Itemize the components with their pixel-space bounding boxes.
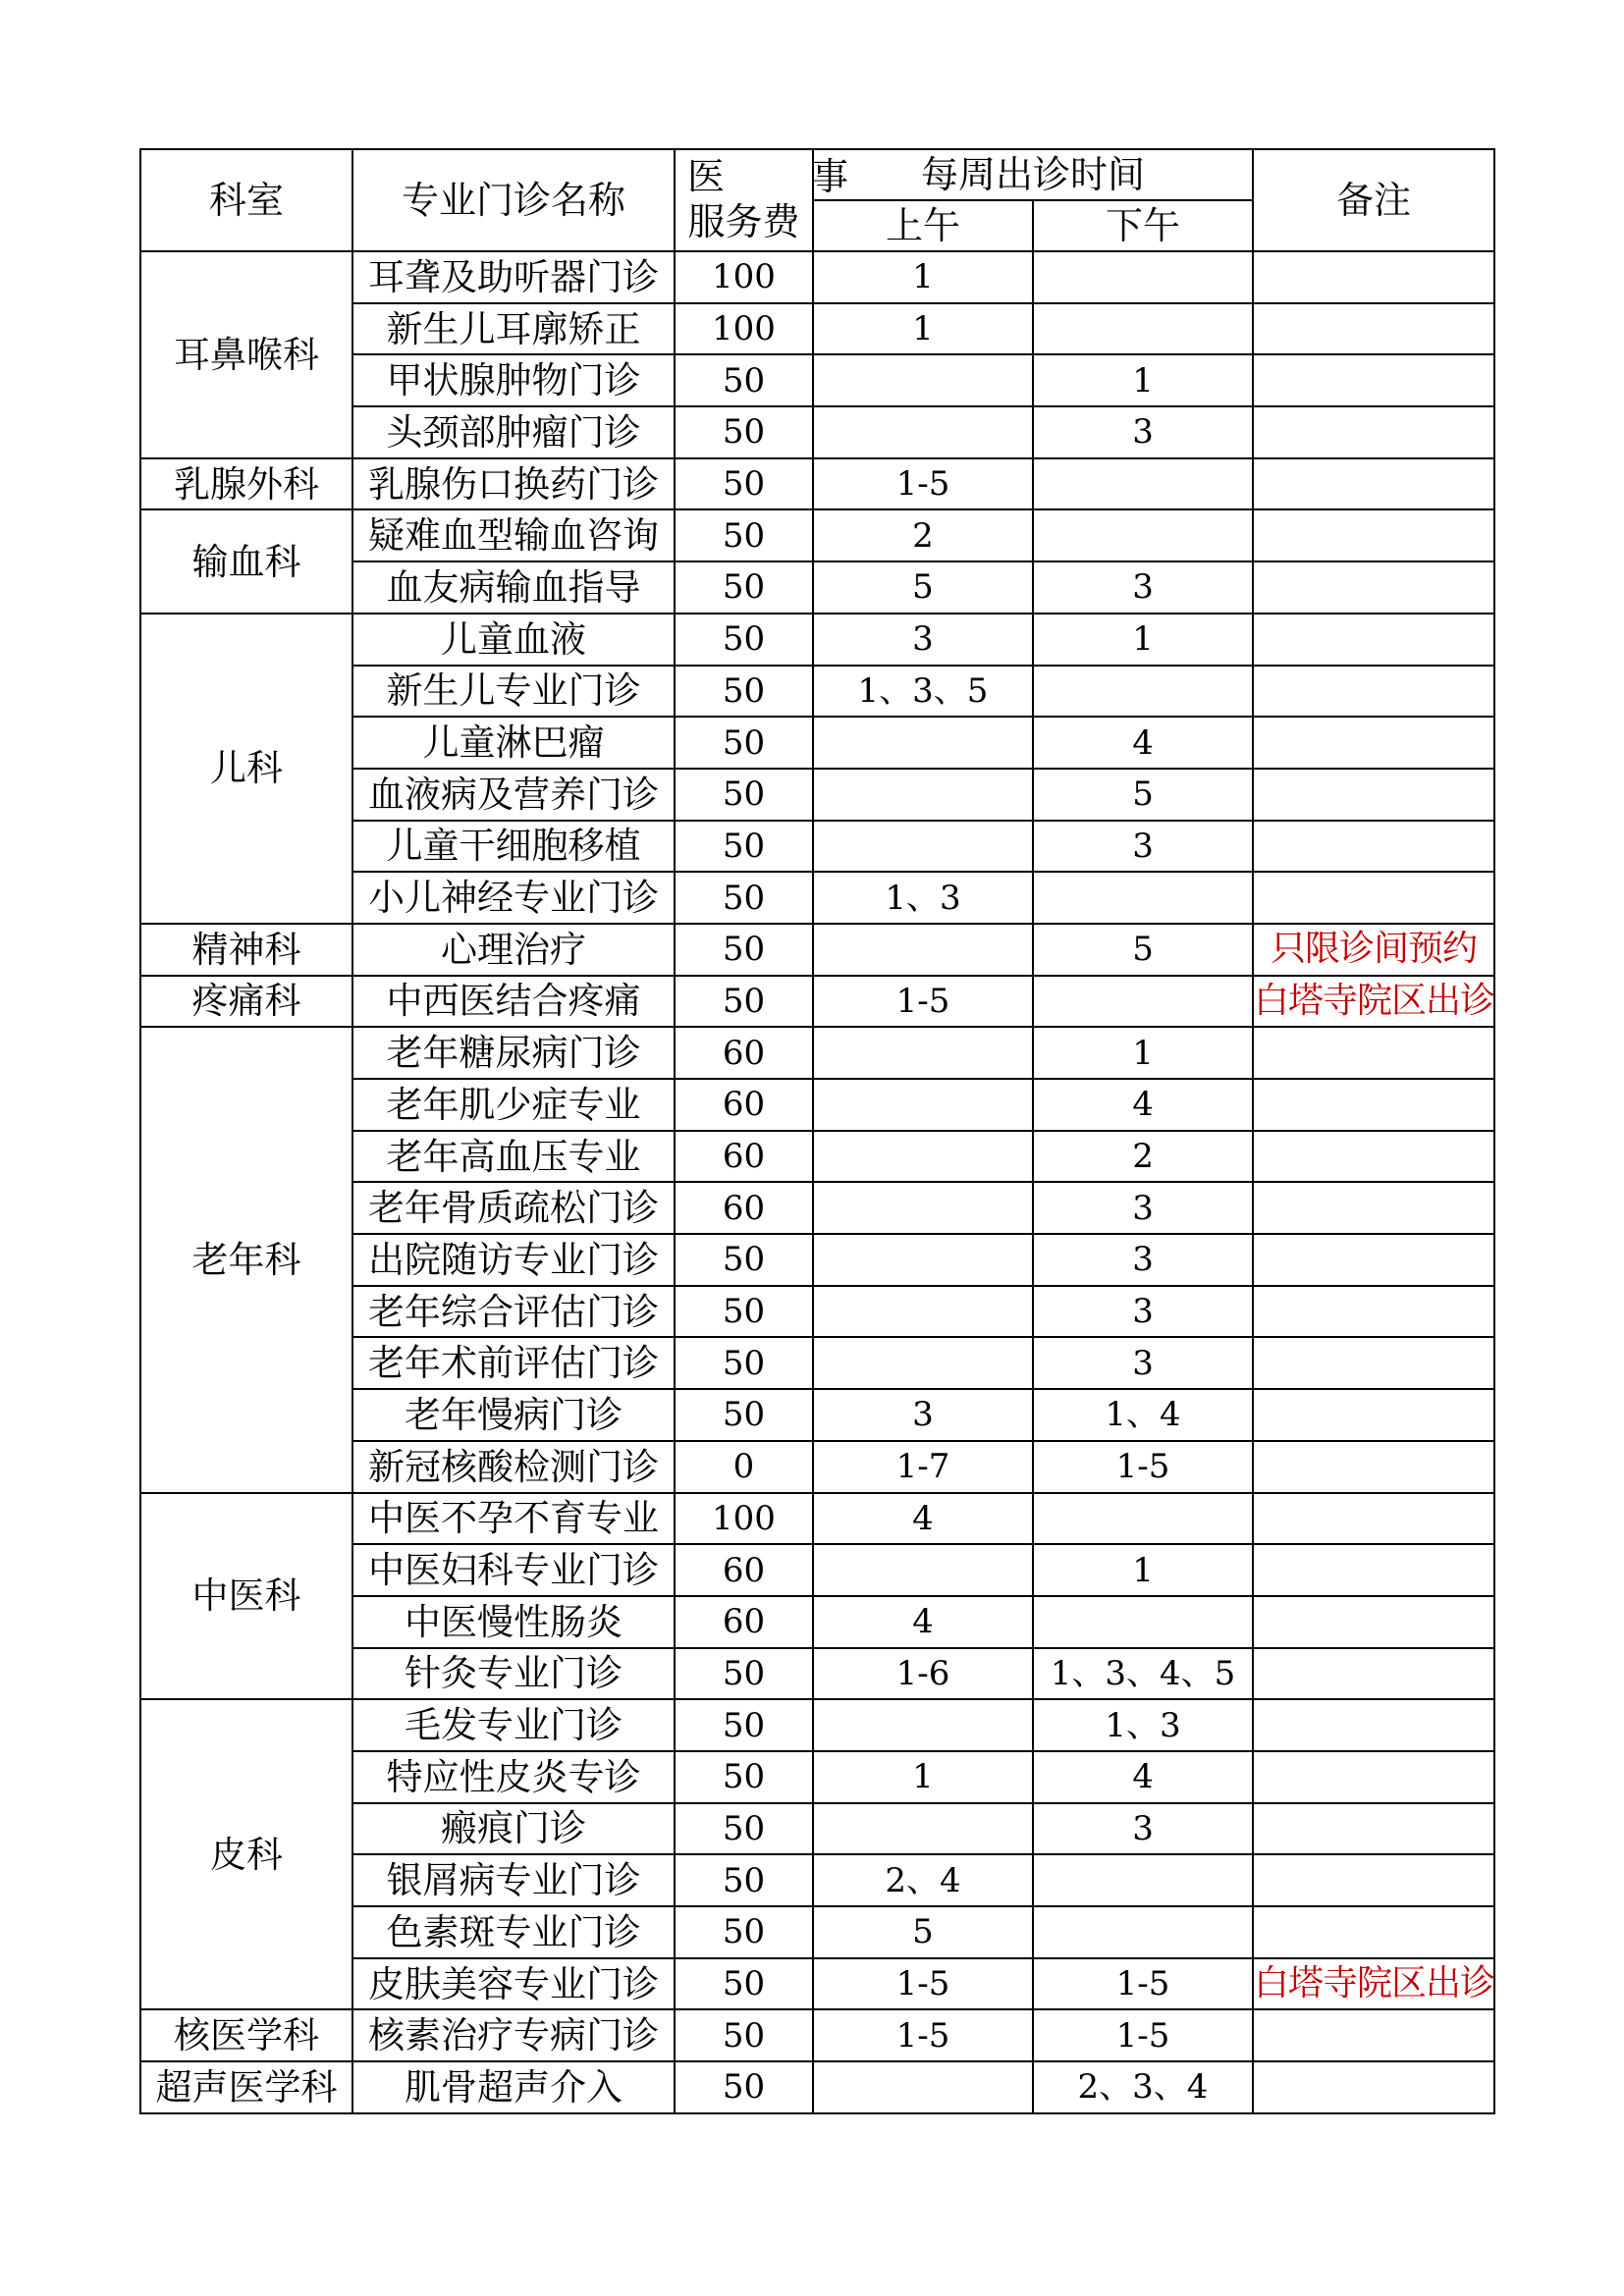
fee-cell: 100 (675, 1493, 813, 1545)
clinic-name-cell: 小儿神经专业门诊 (352, 872, 675, 924)
note-cell (1253, 509, 1494, 561)
afternoon-cell: 2 (1033, 1131, 1253, 1183)
note-cell (1253, 1027, 1494, 1079)
note-cell (1253, 303, 1494, 355)
morning-cell (813, 1234, 1033, 1286)
note-cell (1253, 2061, 1494, 2113)
note-cell (1253, 2009, 1494, 2061)
morning-cell (813, 924, 1033, 976)
clinic-name-cell: 毛发专业门诊 (352, 1699, 675, 1751)
clinic-name-cell: 儿童淋巴瘤 (352, 717, 675, 769)
dept-cell: 精神科 (140, 924, 352, 976)
dept-cell: 耳鼻喉科 (140, 251, 352, 458)
fee-cell: 50 (675, 769, 813, 821)
fee-cell: 50 (675, 1958, 813, 2010)
header-afternoon: 下午 (1033, 200, 1253, 251)
clinic-name-cell: 老年糖尿病门诊 (352, 1027, 675, 1079)
afternoon-cell (1033, 303, 1253, 355)
afternoon-cell: 3 (1033, 1286, 1253, 1338)
note-cell: 白塔寺院区出诊 (1253, 1958, 1494, 2010)
header-fee-line1: 医 事 (687, 155, 887, 199)
fee-cell: 50 (675, 1906, 813, 1958)
table-row (140, 458, 1494, 510)
morning-cell (813, 2061, 1033, 2113)
afternoon-cell: 3 (1033, 561, 1253, 614)
dept-cell: 儿科 (140, 614, 352, 924)
fee-cell: 50 (675, 614, 813, 666)
note-cell: 只限诊间预约 (1253, 924, 1494, 976)
morning-cell: 1-6 (813, 1648, 1033, 1700)
clinic-name-cell: 核素治疗专病门诊 (352, 2009, 675, 2061)
fee-cell: 50 (675, 1648, 813, 1700)
dept-cell: 皮科 (140, 1699, 352, 2009)
fee-cell: 60 (675, 1596, 813, 1648)
note-cell (1253, 1493, 1494, 1545)
morning-cell (813, 1803, 1033, 1855)
clinic-name-cell: 老年高血压专业 (352, 1131, 675, 1183)
clinic-name-cell: 新生儿耳廓矫正 (352, 303, 675, 355)
table-row (140, 2061, 1494, 2113)
fee-cell: 50 (675, 872, 813, 924)
fee-cell: 50 (675, 821, 813, 873)
clinic-name-cell: 特应性皮炎专诊 (352, 1751, 675, 1803)
dept-cell: 核医学科 (140, 2009, 352, 2061)
note-cell (1253, 1596, 1494, 1648)
clinic-name-cell: 儿童血液 (352, 614, 675, 666)
clinic-name-cell: 中医妇科专业门诊 (352, 1544, 675, 1596)
clinic-name-cell: 老年肌少症专业 (352, 1079, 675, 1131)
note-cell (1253, 1337, 1494, 1389)
morning-cell: 1-5 (813, 1958, 1033, 2010)
morning-cell: 1-5 (813, 2009, 1033, 2061)
clinic-name-cell: 血友病输血指导 (352, 561, 675, 614)
afternoon-cell (1033, 976, 1253, 1028)
clinic-name-cell: 新冠核酸检测门诊 (352, 1441, 675, 1493)
afternoon-cell: 1、4 (1033, 1389, 1253, 1441)
clinic-name-cell: 老年综合评估门诊 (352, 1286, 675, 1338)
header-fee (675, 149, 887, 251)
afternoon-cell: 3 (1033, 821, 1253, 873)
clinic-name-cell: 老年术前评估门诊 (352, 1337, 675, 1389)
morning-cell: 2 (813, 509, 1033, 561)
note-cell (1253, 561, 1494, 614)
table-body (140, 251, 1494, 2113)
morning-cell (813, 406, 1033, 458)
note-cell (1253, 1699, 1494, 1751)
afternoon-cell: 2、3、4 (1033, 2061, 1253, 2113)
note-cell: 白塔寺院区出诊 (1253, 976, 1494, 1028)
morning-cell (813, 1182, 1033, 1234)
afternoon-cell: 4 (1033, 1079, 1253, 1131)
morning-cell: 4 (813, 1493, 1033, 1545)
afternoon-cell: 3 (1033, 1182, 1253, 1234)
morning-cell: 4 (813, 1596, 1033, 1648)
fee-cell: 60 (675, 1027, 813, 1079)
clinic-name-cell: 儿童干细胞移植 (352, 821, 675, 873)
note-cell (1253, 1182, 1494, 1234)
clinic-name-cell: 银屑病专业门诊 (352, 1854, 675, 1906)
afternoon-cell: 3 (1033, 1803, 1253, 1855)
clinic-schedule-table (139, 148, 1495, 2114)
afternoon-cell: 3 (1033, 1337, 1253, 1389)
fee-cell: 50 (675, 406, 813, 458)
clinic-name-cell: 老年慢病门诊 (352, 1389, 675, 1441)
morning-cell (813, 717, 1033, 769)
afternoon-cell (1033, 1906, 1253, 1958)
table-row (140, 614, 1494, 666)
table-row (140, 1699, 1494, 1751)
clinic-name-cell: 心理治疗 (352, 924, 675, 976)
afternoon-cell: 1 (1033, 1544, 1253, 1596)
morning-cell: 1、3、5 (813, 666, 1033, 718)
clinic-name-cell: 头颈部肿瘤门诊 (352, 406, 675, 458)
note-cell (1253, 406, 1494, 458)
clinic-name-cell: 耳聋及助听器门诊 (352, 251, 675, 303)
dept-cell: 疼痛科 (140, 976, 352, 1028)
afternoon-cell: 1-5 (1033, 1958, 1253, 2010)
afternoon-cell: 1 (1033, 1027, 1253, 1079)
afternoon-cell: 3 (1033, 406, 1253, 458)
afternoon-cell: 1、3 (1033, 1699, 1253, 1751)
clinic-name-cell: 甲状腺肿物门诊 (352, 354, 675, 406)
afternoon-cell: 1-5 (1033, 1441, 1253, 1493)
fee-cell: 50 (675, 1854, 813, 1906)
afternoon-cell (1033, 251, 1253, 303)
fee-cell: 50 (675, 717, 813, 769)
fee-cell: 50 (675, 666, 813, 718)
table-row (140, 2009, 1494, 2061)
clinic-name-cell: 针灸专业门诊 (352, 1648, 675, 1700)
clinic-name-cell: 乳腺伤口换药门诊 (352, 458, 675, 510)
fee-cell: 60 (675, 1544, 813, 1596)
clinic-name-cell: 色素斑专业门诊 (352, 1906, 675, 1958)
morning-cell: 1-7 (813, 1441, 1033, 1493)
afternoon-cell (1033, 872, 1253, 924)
afternoon-cell: 3 (1033, 1234, 1253, 1286)
clinic-name-cell: 肌骨超声介入 (352, 2061, 675, 2113)
note-cell (1253, 769, 1494, 821)
fee-cell: 50 (675, 1751, 813, 1803)
morning-cell (813, 1337, 1033, 1389)
table-row (140, 509, 1494, 561)
header-clinic-name: 专业门诊名称 (352, 149, 675, 251)
note-cell (1253, 1803, 1494, 1855)
fee-cell: 50 (675, 354, 813, 406)
afternoon-cell (1033, 1854, 1253, 1906)
note-cell (1253, 1854, 1494, 1906)
dept-cell: 超声医学科 (140, 2061, 352, 2113)
note-cell (1253, 1389, 1494, 1441)
header-morning: 上午 (813, 200, 1033, 251)
morning-cell: 1-5 (813, 458, 1033, 510)
note-cell (1253, 1751, 1494, 1803)
note-cell (1253, 666, 1494, 718)
table-header (140, 149, 1494, 251)
note-cell (1253, 614, 1494, 666)
note-cell (1253, 1906, 1494, 1958)
note-cell (1253, 821, 1494, 873)
note-cell (1253, 872, 1494, 924)
morning-cell (813, 1544, 1033, 1596)
clinic-name-cell: 出院随访专业门诊 (352, 1234, 675, 1286)
afternoon-cell (1033, 458, 1253, 510)
morning-cell: 3 (813, 614, 1033, 666)
note-cell (1253, 1079, 1494, 1131)
header-notes: 备注 (1253, 149, 1494, 251)
fee-cell: 50 (675, 561, 813, 614)
morning-cell: 5 (813, 561, 1033, 614)
afternoon-cell: 1 (1033, 354, 1253, 406)
fee-cell: 50 (675, 1389, 813, 1441)
dept-cell: 乳腺外科 (140, 458, 352, 510)
fee-cell: 60 (675, 1131, 813, 1183)
fee-cell: 100 (675, 303, 813, 355)
header-schedule: 每周出诊时间 (813, 149, 1253, 200)
note-cell (1253, 1544, 1494, 1596)
fee-cell: 50 (675, 509, 813, 561)
morning-cell: 1 (813, 1751, 1033, 1803)
fee-cell: 60 (675, 1182, 813, 1234)
dept-cell: 输血科 (140, 509, 352, 613)
afternoon-cell (1033, 666, 1253, 718)
note-cell (1253, 354, 1494, 406)
morning-cell: 2、4 (813, 1854, 1033, 1906)
morning-cell (813, 1699, 1033, 1751)
header-fee-line2: 服务费 (687, 200, 800, 243)
morning-cell: 1、3 (813, 872, 1033, 924)
clinic-name-cell: 皮肤美容专业门诊 (352, 1958, 675, 2010)
clinic-name-cell: 中西医结合疼痛 (352, 976, 675, 1028)
morning-cell: 1 (813, 251, 1033, 303)
note-cell (1253, 1648, 1494, 1700)
clinic-name-cell: 血液病及营养门诊 (352, 769, 675, 821)
morning-cell: 1-5 (813, 976, 1033, 1028)
note-cell (1253, 1234, 1494, 1286)
afternoon-cell: 1-5 (1033, 2009, 1253, 2061)
morning-cell: 1 (813, 303, 1033, 355)
afternoon-cell: 4 (1033, 1751, 1253, 1803)
table-row (140, 1027, 1494, 1079)
note-cell (1253, 1441, 1494, 1493)
note-cell (1253, 458, 1494, 510)
morning-cell (813, 769, 1033, 821)
header-dept: 科室 (140, 149, 352, 251)
afternoon-cell: 1 (1033, 614, 1253, 666)
fee-cell: 50 (675, 1286, 813, 1338)
afternoon-cell: 4 (1033, 717, 1253, 769)
morning-cell (813, 821, 1033, 873)
table-row (140, 251, 1494, 303)
fee-cell: 50 (675, 2061, 813, 2113)
morning-cell: 5 (813, 1906, 1033, 1958)
dept-cell: 中医科 (140, 1493, 352, 1700)
clinic-name-cell: 瘢痕门诊 (352, 1803, 675, 1855)
note-cell (1253, 1131, 1494, 1183)
fee-cell: 0 (675, 1441, 813, 1493)
fee-cell: 50 (675, 1803, 813, 1855)
fee-cell: 50 (675, 2009, 813, 2061)
table-row (140, 976, 1494, 1028)
fee-cell: 60 (675, 1079, 813, 1131)
table-row (140, 1493, 1494, 1545)
morning-cell (813, 1131, 1033, 1183)
dept-cell: 老年科 (140, 1027, 352, 1492)
note-cell (1253, 1286, 1494, 1338)
clinic-name-cell: 中医慢性肠炎 (352, 1596, 675, 1648)
fee-cell: 50 (675, 1234, 813, 1286)
clinic-name-cell: 中医不孕不育专业 (352, 1493, 675, 1545)
morning-cell (813, 1079, 1033, 1131)
afternoon-cell: 5 (1033, 769, 1253, 821)
note-cell (1253, 717, 1494, 769)
morning-cell (813, 354, 1033, 406)
morning-cell (813, 1027, 1033, 1079)
morning-cell: 3 (813, 1389, 1033, 1441)
morning-cell (813, 1286, 1033, 1338)
afternoon-cell (1033, 1596, 1253, 1648)
fee-cell: 50 (675, 924, 813, 976)
note-cell (1253, 251, 1494, 303)
table-row (140, 924, 1494, 976)
fee-cell: 50 (675, 1337, 813, 1389)
afternoon-cell: 1、3、4、5 (1033, 1648, 1253, 1700)
afternoon-cell (1033, 1493, 1253, 1545)
fee-cell: 50 (675, 976, 813, 1028)
fee-cell: 100 (675, 251, 813, 303)
afternoon-cell: 5 (1033, 924, 1253, 976)
clinic-name-cell: 新生儿专业门诊 (352, 666, 675, 718)
afternoon-cell (1033, 509, 1253, 561)
fee-cell: 50 (675, 1699, 813, 1751)
clinic-name-cell: 疑难血型输血咨询 (352, 509, 675, 561)
fee-cell: 50 (675, 458, 813, 510)
clinic-name-cell: 老年骨质疏松门诊 (352, 1182, 675, 1234)
